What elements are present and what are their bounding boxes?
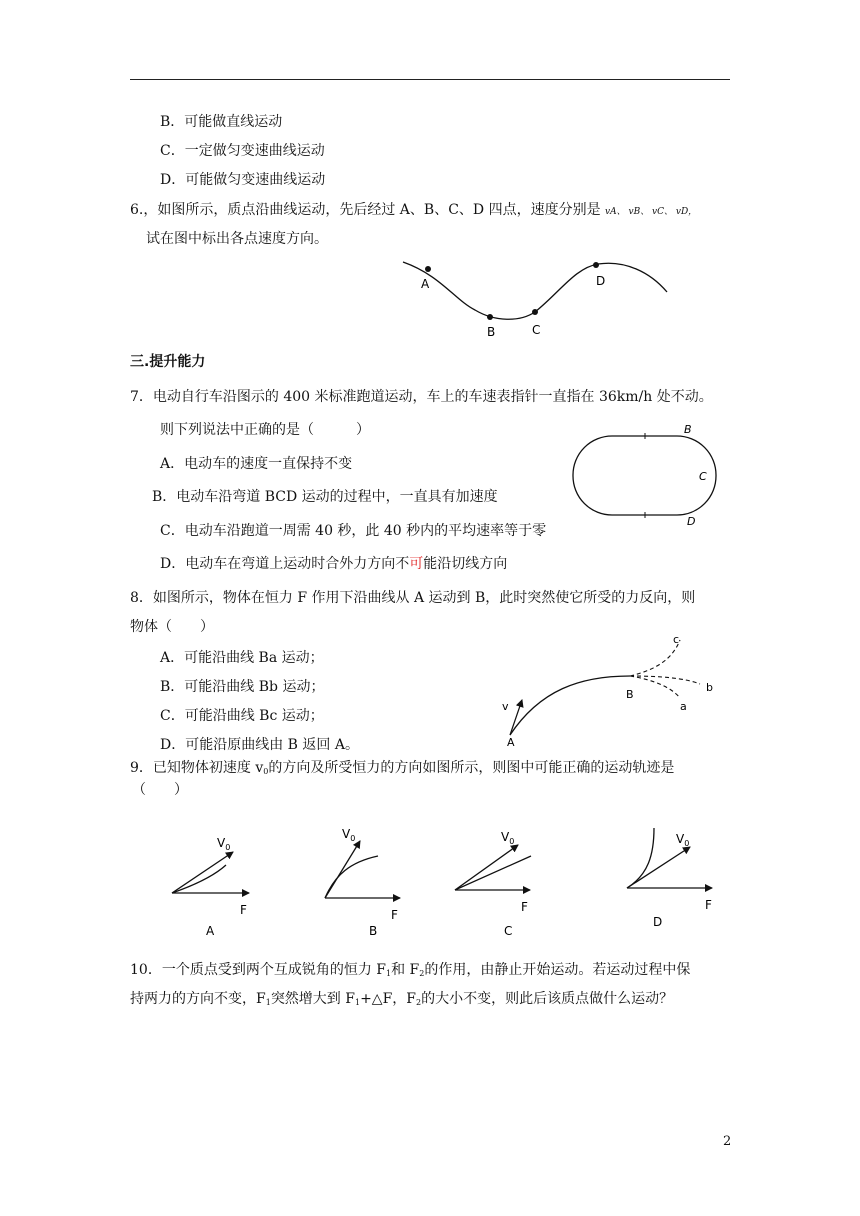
q9-line2: （ ） bbox=[132, 782, 188, 798]
q9-d-caption: D bbox=[653, 915, 663, 929]
q9-c-caption: C bbox=[504, 924, 513, 938]
q10-text-1a: 10．一个质点受到两个互成锐角的恒力 F bbox=[130, 962, 386, 978]
q9-a-f-label: F bbox=[240, 903, 247, 917]
q5-option-b: B．可能做直线运动 bbox=[160, 114, 283, 130]
q9-a-velocity-arrow bbox=[172, 852, 233, 893]
q9-a-caption: A bbox=[206, 924, 215, 938]
q10-sub2: 2 bbox=[419, 969, 425, 978]
q6-velocity-list: vA、 vB、 vC、 vD， bbox=[605, 207, 698, 217]
q9-b-velocity-arrow bbox=[325, 841, 360, 898]
q9-d-velocity-arrow bbox=[627, 847, 690, 888]
q8-label-c: c bbox=[673, 633, 680, 646]
q9-c-trajectory bbox=[455, 856, 531, 890]
q8-line2: 物体（ ） bbox=[130, 619, 214, 635]
q10-line1 bbox=[130, 960, 690, 984]
q10-sub5: 2 bbox=[416, 998, 422, 1007]
q7-option-a: A．电动车的速度一直保持不变 bbox=[160, 456, 353, 472]
q8-label-A: A bbox=[507, 736, 515, 749]
q9-c-velocity-arrow bbox=[455, 845, 518, 890]
q9-text-post: 的方向及所受恒力的方向如图所示，则图中可能正确的运动轨迹是 bbox=[268, 760, 675, 776]
q10-text-2b: 突然增大到 F bbox=[270, 991, 355, 1007]
q8-option-a: A．可能沿曲线 Ba 运动； bbox=[160, 650, 324, 666]
q9-b-f-label: F bbox=[391, 908, 398, 922]
q7-label-c: C bbox=[699, 470, 707, 483]
q5-option-d: D．可能做匀变速曲线运动 bbox=[160, 172, 326, 188]
q9-c-f-label: F bbox=[521, 900, 528, 914]
q9-d-f-label: F bbox=[705, 898, 712, 912]
q10-sub3: 1 bbox=[265, 998, 271, 1007]
q7-line2: 则下列说法中正确的是（ ） bbox=[160, 422, 370, 438]
q6-label-a: A bbox=[421, 277, 430, 291]
q7-line1: 7．电动自行车沿图示的 400 米标准跑道运动，车上的车速表指针一直指在 36km/h 处不动。 bbox=[130, 389, 713, 405]
q10-text-1c: 的作用，由静止开始运动。若运动过程中保 bbox=[424, 962, 691, 978]
q8-option-b: B．可能沿曲线 Bb 运动； bbox=[160, 679, 325, 695]
q6-label-b: B bbox=[487, 325, 496, 339]
q7-option-d-post: 能沿切线方向 bbox=[423, 556, 508, 572]
q9-d-v-label: $V_0$ bbox=[676, 832, 690, 848]
q9-figure-d bbox=[627, 828, 712, 929]
q6-label-c: C bbox=[532, 323, 541, 337]
q7-option-d-pre: D．电动车在弯道上运动时合外力方向不 bbox=[160, 556, 410, 572]
q9-c-v-label: $V_0$ bbox=[501, 830, 515, 846]
q6-text: 6.，如图所示，质点沿曲线运动，先后经过 A、B、C、D 四点，速度分别是 bbox=[130, 202, 601, 218]
q9-figure-a bbox=[172, 836, 249, 938]
q6-label-d: D bbox=[596, 274, 606, 288]
q8-option-c: C．可能沿曲线 Bc 运动； bbox=[160, 708, 324, 724]
q9-sub: 0 bbox=[263, 767, 269, 776]
q9-a-v-label: $V_0$ bbox=[217, 836, 231, 852]
q8-label-v: v bbox=[502, 700, 509, 713]
q7-option-c: C．电动车沿跑道一周需 40 秒，此 40 秒内的平均速率等于零 bbox=[160, 523, 547, 539]
q8-label-B: B bbox=[626, 688, 634, 701]
q9-text-pre: 9．已知物体初速度 v bbox=[130, 760, 264, 776]
q10-text-2a: 持两力的方向不变，F bbox=[130, 991, 266, 1007]
page-number: 2 bbox=[723, 1134, 732, 1149]
q10-text-2c: +△F，F bbox=[360, 991, 417, 1007]
q8-option-d: D．可能沿原曲线由 B 返回 A。 bbox=[160, 737, 359, 753]
q7-label-b: B bbox=[684, 423, 692, 436]
q5-option-c: C．一定做匀变速曲线运动 bbox=[160, 143, 325, 159]
q9-figure-b bbox=[325, 827, 400, 938]
q10-line2 bbox=[130, 989, 673, 1013]
q9-b-caption: B bbox=[369, 924, 378, 938]
q8-label-b: b bbox=[706, 681, 713, 694]
q9-figure-c bbox=[455, 830, 531, 938]
q10-text-1b: 和 F bbox=[391, 962, 420, 978]
q9-a-trajectory bbox=[172, 865, 226, 893]
q8-label-a: a bbox=[680, 700, 687, 713]
q7-option-d-red: 可 bbox=[409, 556, 424, 572]
q10-sub1: 1 bbox=[385, 969, 392, 978]
q10-text-2d: 的大小不变，则此后该质点做什么运动？ bbox=[421, 991, 674, 1007]
q8-line1: 8．如图所示，物体在恒力 F 作用下沿曲线从 A 运动到 B，此时突然使它所受的力反向，则 bbox=[130, 590, 696, 606]
q7-option-b: B．电动车沿弯道 BCD 运动的过程中，一直具有加速度 bbox=[152, 489, 498, 505]
q9-b-trajectory bbox=[325, 856, 378, 898]
q7-label-d: D bbox=[687, 515, 696, 528]
section-title: 三.提升能力 bbox=[130, 354, 206, 370]
q9-b-v-label: $V_0$ bbox=[342, 827, 356, 843]
q6-line2: 试在图中标出各点速度方向。 bbox=[146, 231, 328, 247]
q10-sub4: 1 bbox=[354, 998, 361, 1007]
